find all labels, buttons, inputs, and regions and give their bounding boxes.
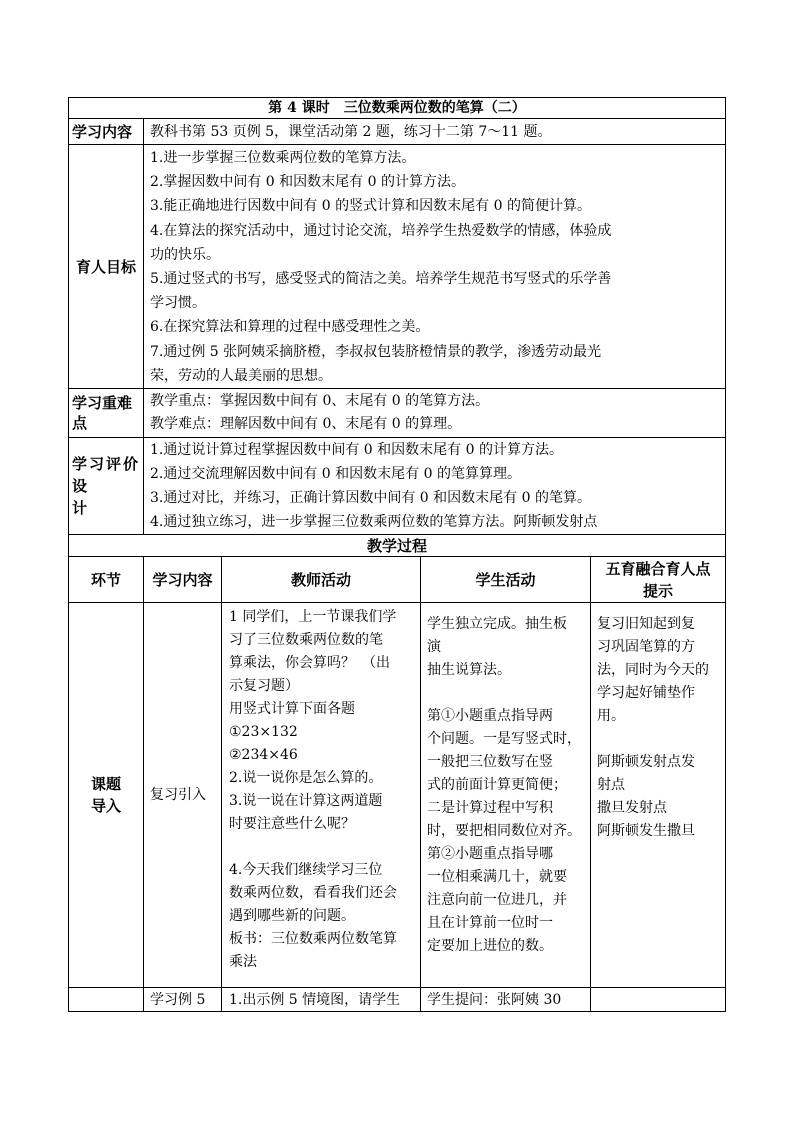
key-point-line: 教学难点：理解因数中间有 0、末尾有 0 的算理。 xyxy=(150,415,462,432)
lesson-title: 第 4 课时 三位数乘两位数的笔算（二） xyxy=(69,98,726,119)
goal-line: 1.进一步掌握三位数乘两位数的笔算方法。 xyxy=(150,150,416,166)
row2-points xyxy=(591,988,726,1012)
goal-line: 功的快乐。 xyxy=(150,246,220,263)
points-line: 射点 xyxy=(597,777,625,794)
row1-content: 复习引入 xyxy=(144,603,222,988)
col-content: 学习内容 xyxy=(144,557,222,603)
student-line: 一位相乘满几十，就要 xyxy=(427,869,567,886)
key-points-list xyxy=(144,389,726,438)
col-points-line2: 提示 xyxy=(643,581,674,600)
student-line: 学生独立完成。抽生板 xyxy=(427,616,567,633)
teacher-line: 数乘两位数，看看我们还会 xyxy=(229,885,397,902)
goal-line: 3.能正确地进行因数中间有 0 的竖式计算和因数末尾有 0 的简便计算。 xyxy=(150,198,591,215)
row1-teacher xyxy=(222,603,421,988)
points-line: 阿斯顿发射点发 xyxy=(597,754,695,771)
teacher-line: 示复习题） xyxy=(229,678,299,695)
row1-stage-line2: 导入 xyxy=(90,797,121,816)
student-line: 第①小题重点指导两 xyxy=(427,708,553,725)
student-line: 二是计算过程中写积 xyxy=(427,800,553,817)
lesson-plan-table xyxy=(68,97,726,1012)
student-line: 式的前面计算更简便； xyxy=(427,777,567,794)
teacher-gap xyxy=(229,836,417,859)
goals-list xyxy=(144,145,726,389)
row1-stage-line1: 课题 xyxy=(90,775,121,794)
points-line: 学习起好铺垫作 xyxy=(597,685,695,702)
teacher-line: 板书：三位数乘两位数笔算 xyxy=(229,931,397,948)
row1-stage xyxy=(69,603,144,988)
row2-student: 学生提问：张阿姨 30 xyxy=(421,988,591,1012)
student-line: 时，要把相同数位对齐。 xyxy=(427,823,581,840)
points-line: 阿斯顿发生撒旦 xyxy=(597,823,695,840)
teacher-line: 遇到哪些新的问题。 xyxy=(229,908,355,925)
content-text: 教科书第 53 页例 5，课堂活动第 2 题，练习十二第 7～11 题。 xyxy=(144,119,726,145)
row1-student xyxy=(421,603,591,988)
goal-line: 7.通过例 5 张阿姨采摘脐橙，李叔叔包装脐橙情景的教学，渗透劳动最光 xyxy=(150,343,602,360)
row2-stage xyxy=(69,988,144,1012)
content-label: 学习内容 xyxy=(69,119,144,145)
teacher-line: ①23×132 xyxy=(229,724,298,741)
evaluation-line: 3.通过对比，并练习，正确计算因数中间有 0 和因数末尾有 0 的笔算。 xyxy=(150,490,591,507)
goals-label: 育人目标 xyxy=(69,145,144,389)
points-line: 法，同时为今天的 xyxy=(597,662,709,679)
goal-line: 学习惯。 xyxy=(150,295,206,312)
col-points xyxy=(591,557,726,603)
student-line: 演 xyxy=(427,639,441,656)
student-line: 一般把三位数写在竖 xyxy=(427,754,553,771)
row2-teacher: 1.出示例 5 情境图，请学生 xyxy=(222,988,421,1012)
points-line: 习巩固笔算的方 xyxy=(597,639,695,656)
teacher-line: 2.说一说你是怎么算的。 xyxy=(229,770,383,787)
points-line: 撒旦发射点 xyxy=(597,800,667,817)
evaluation-label-line1: 学习评价设 xyxy=(72,455,141,496)
student-line: 注意向前一位进几，并 xyxy=(427,892,567,909)
teacher-line: 3.说一说在计算这两道题 xyxy=(229,793,383,810)
evaluation-line: 2.通过交流理解因数中间有 0 和因数末尾有 0 的笔算算理。 xyxy=(150,466,521,483)
col-student: 学生活动 xyxy=(421,557,591,603)
goal-line: 4.在算法的探究活动中，通过讨论交流，培养学生热爱数学的情感，体验成 xyxy=(150,222,612,239)
goal-line: 荣，劳动的人最美丽的思想。 xyxy=(150,367,332,384)
points-line: 复习旧知起到复 xyxy=(597,616,695,633)
student-line: 且在计算前一位时一 xyxy=(427,915,553,932)
points-line: 用。 xyxy=(597,708,625,725)
teacher-line: 4.今天我们继续学习三位 xyxy=(229,862,383,879)
goal-line: 6.在探究算法和算理的过程中感受理性之美。 xyxy=(150,319,430,336)
student-line: 第②小题重点指导哪 xyxy=(427,846,553,863)
key-point-line: 教学重点：掌握因数中间有 0、末尾有 0 的笔算方法。 xyxy=(150,393,490,410)
teacher-line: 算乘法，你会算吗？ （出 xyxy=(229,655,390,672)
row1-points xyxy=(591,603,726,988)
col-teacher: 教师活动 xyxy=(222,557,421,603)
evaluation-label-line2: 计 xyxy=(72,499,88,518)
teacher-line: ②234×46 xyxy=(229,747,298,764)
teacher-line: 时要注意些什么呢？ xyxy=(229,816,355,833)
teacher-line: 用竖式计算下面各题 xyxy=(229,701,355,718)
col-points-line1: 五育融合育人点 xyxy=(605,559,711,578)
key-points-label: 学习重难点 xyxy=(69,389,144,438)
row2-content: 学习例 5 xyxy=(144,988,222,1012)
evaluation-line: 1.通过说计算过程掌握因数中间有 0 和因数末尾有 0 的计算方法。 xyxy=(150,442,563,459)
evaluation-line: 4.通过独立练习，进一步掌握三位数乘两位数的笔算方法。阿斯顿发射点 xyxy=(150,514,598,531)
process-title: 教学过程 xyxy=(69,535,726,557)
student-gap xyxy=(427,682,587,705)
goal-line: 5.通过竖式的书写，感受竖式的简洁之美。培养学生规范书写竖式的乐学善 xyxy=(150,271,612,288)
teacher-line: 1 同学们，上一节课我们学 xyxy=(229,609,397,626)
teacher-line: 习了三位数乘两位数的笔 xyxy=(229,632,383,649)
evaluation-list xyxy=(144,438,726,535)
evaluation-label xyxy=(69,438,144,535)
student-line: 抽生说算法。 xyxy=(427,662,511,679)
points-gap xyxy=(597,728,722,751)
student-line: 定要加上进位的数。 xyxy=(427,938,553,955)
student-line: 个问题。一是写竖式时， xyxy=(427,731,581,748)
col-stage: 环节 xyxy=(69,557,144,603)
teacher-line: 乘法 xyxy=(229,954,257,971)
goal-line: 2.掌握因数中间有 0 和因数末尾有 0 的计算方法。 xyxy=(150,174,465,191)
